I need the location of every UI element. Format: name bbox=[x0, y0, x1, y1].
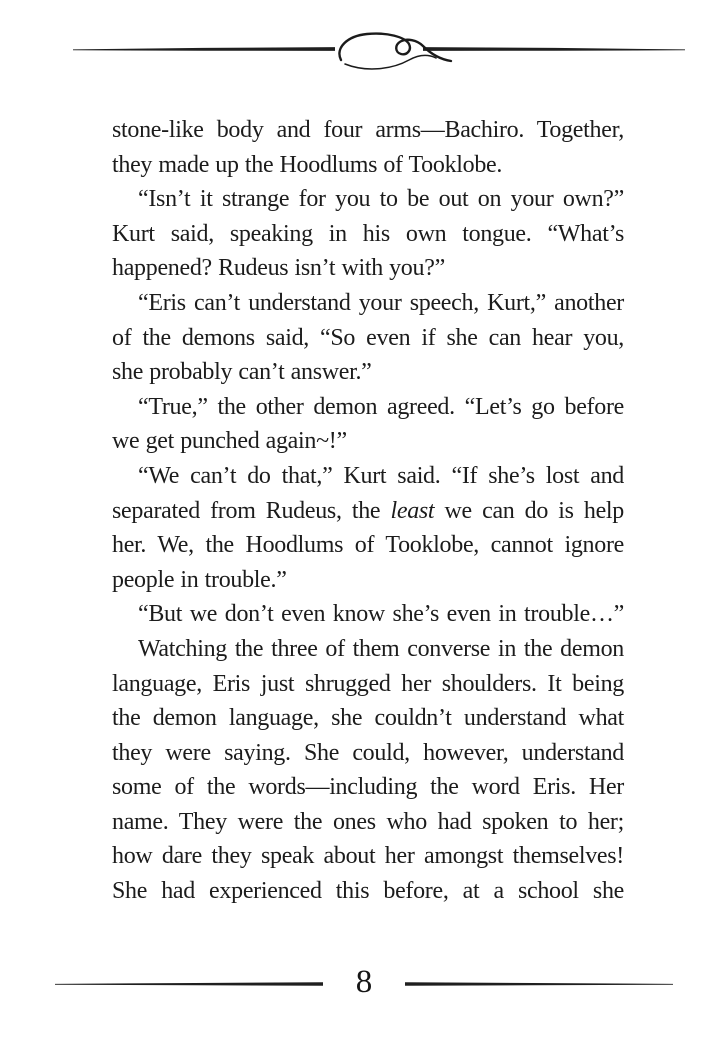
text-segment: Kurt said, speaking in his own tongue. “What’s bbox=[112, 220, 624, 247]
page-text bbox=[112, 113, 624, 909]
text-line bbox=[112, 770, 624, 805]
text-segment: “We can’t do that,” Kurt said. “If she’s lost and bbox=[138, 462, 624, 489]
text-segment: how dare they speak about her amongst themselves! bbox=[112, 843, 624, 870]
text-line bbox=[112, 217, 624, 252]
text-segment: of the demons said, “So even if she can hear you, bbox=[112, 324, 624, 351]
text-line bbox=[112, 182, 624, 217]
text-segment: “Eris can’t understand your speech, Kurt,” another bbox=[138, 289, 624, 316]
text-line bbox=[112, 390, 624, 425]
page-number: 8 bbox=[355, 964, 373, 1000]
text-line bbox=[112, 321, 624, 356]
text-segment: name. They were the ones who had spoken to her; bbox=[112, 808, 624, 835]
text-segment: we can do is help bbox=[434, 497, 625, 524]
text-segment: stone-like body and four arms—Bachiro. Together, bbox=[112, 117, 624, 143]
text-line bbox=[112, 701, 624, 736]
text-segment: “But we don’t even know she’s even in trouble…” bbox=[138, 601, 624, 628]
header-rule-left bbox=[73, 47, 335, 51]
header-rule-right bbox=[423, 47, 685, 51]
text-segment: language, Eris just shrugged her shoulders. It being bbox=[112, 670, 624, 697]
text-segment: they were saying. She could, however, understand bbox=[112, 739, 624, 766]
text-segment: people in trouble.” bbox=[112, 566, 287, 593]
text-line bbox=[112, 805, 624, 840]
text-segment: we get punched again~!” bbox=[112, 428, 347, 455]
text-line bbox=[112, 113, 624, 148]
text-line bbox=[112, 563, 624, 598]
text-line bbox=[112, 148, 624, 183]
text-segment: separated from Rudeus, the bbox=[112, 497, 391, 524]
text-line bbox=[112, 667, 624, 702]
text-line bbox=[112, 839, 624, 874]
text-line bbox=[112, 424, 624, 459]
emphasized-text: least bbox=[390, 497, 435, 524]
text-segment: the demon language, she couldn’t understand what bbox=[112, 705, 624, 732]
text-line bbox=[112, 459, 624, 494]
text-line bbox=[112, 736, 624, 771]
text-line bbox=[112, 528, 624, 563]
text-segment: “True,” the other demon agreed. “Let’s go before bbox=[138, 393, 624, 420]
text-segment: “Isn’t it strange for you to be out on your own?” bbox=[138, 186, 624, 213]
flourish-divider-icon bbox=[73, 30, 685, 80]
text-line bbox=[112, 286, 624, 321]
text-segment: happened? Rudeus isn’t with you?” bbox=[112, 255, 445, 282]
text-line bbox=[112, 355, 624, 390]
text-segment: they made up the Hoodlums of Tooklobe. bbox=[112, 151, 503, 178]
text-segment: some of the words—including the word Eris. Her bbox=[112, 774, 624, 801]
text-segment: Watching the three of them converse in the demon bbox=[138, 635, 624, 662]
text-line bbox=[112, 494, 624, 529]
text-line bbox=[112, 874, 624, 909]
text-segment: she probably can’t answer.” bbox=[112, 359, 372, 386]
text-line bbox=[112, 632, 624, 667]
text-line bbox=[112, 597, 624, 632]
text-segment: She had experienced this before, at a school she bbox=[112, 878, 624, 905]
text-line bbox=[112, 251, 624, 286]
text-segment: her. We, the Hoodlums of Tooklobe, cannot ignore bbox=[112, 532, 624, 559]
flourish-ornament bbox=[339, 34, 451, 69]
